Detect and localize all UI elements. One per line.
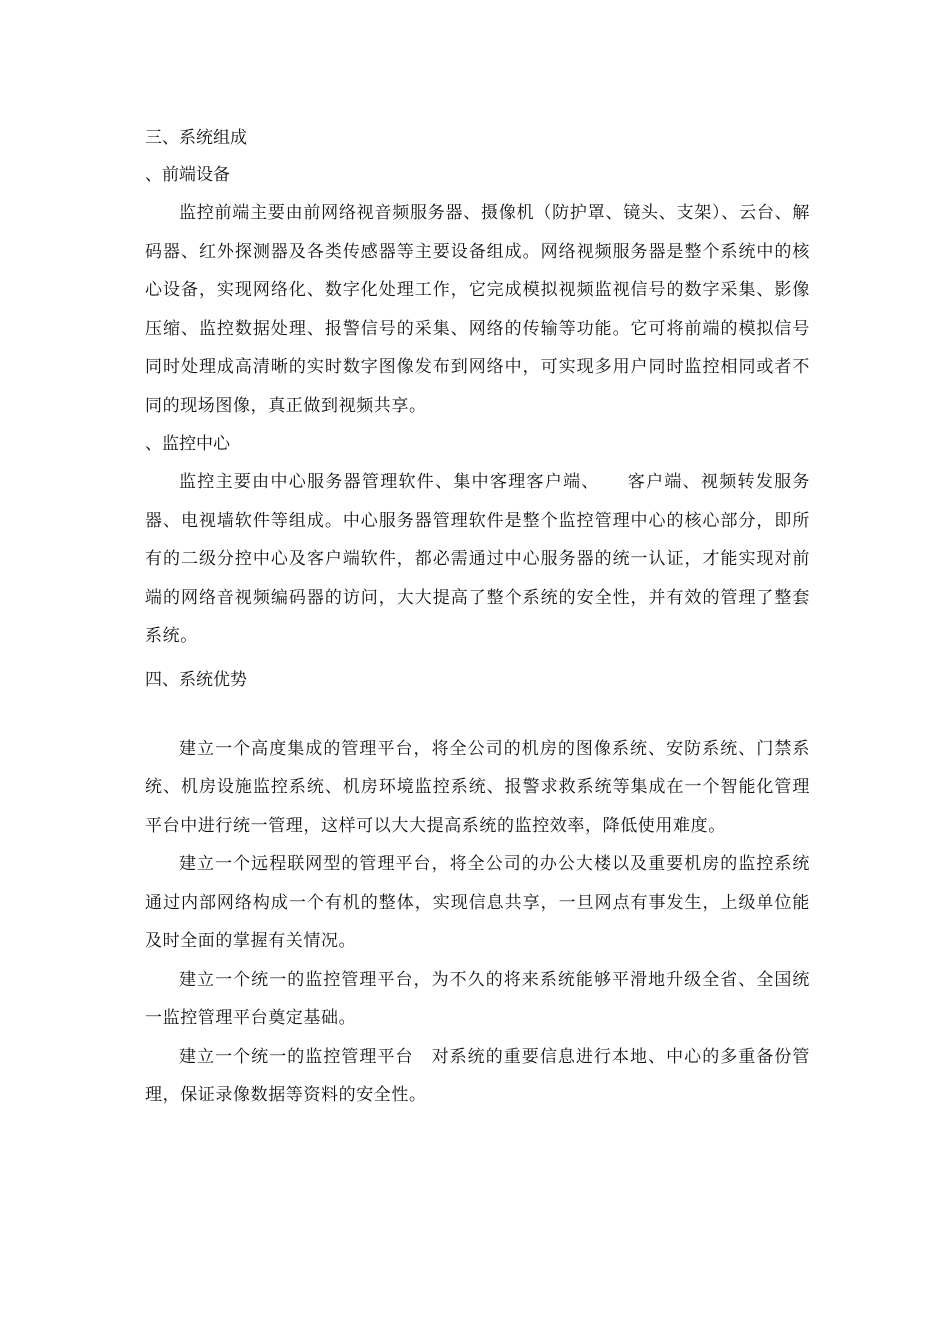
advantage-paragraph-1: 建立一个高度集成的管理平台，将全公司的机房的图像系统、安防系统、门禁系统、机房设施监控系统、机房环境监控系统、报警求救系统等集成在一个智能化管理平台中进行统一管理，这样可以大大提高系统的监控效率，降低使用难度。 xyxy=(145,738,810,836)
section-3-heading: 三、系统组成 xyxy=(145,128,247,148)
document-content xyxy=(145,120,810,1115)
subsection-frontend-heading: 、前端设备 xyxy=(145,165,230,185)
advantage-paragraph-3: 建立一个统一的监控管理平台，为不久的将来系统能够平滑地升级全省、全国统一监控管理平台奠定基础。 xyxy=(145,969,810,1028)
spacer xyxy=(145,698,810,730)
monitoring-center-paragraph: 监控主要由中心服务器管理软件、集中客理客户端、 客户端、视频转发服务器、电视墙软件等组成。中心服务器管理软件是整个监控管理中心的核心部分，即所有的二级分控中心及客户端软件，都必需通过中心服务器的统一认证，才能实现对前端的网络音视频编码器的访问，大大提高了整个系统的安全性，并有效的管理了整套系统。 xyxy=(145,472,810,646)
section-4-heading: 四、系统优势 xyxy=(145,669,247,690)
advantage-paragraph-2: 建立一个远程联网型的管理平台，将全公司的办公大楼以及重要机房的监控系统通过内部网络构成一个有机的整体，实现信息共享，一旦网点有事发生，上级单位能及时全面的掌握有关情况。 xyxy=(145,854,810,951)
frontend-paragraph: 监控前端主要由前网络视音频服务器、摄像机（防护罩、镜头、支架）、云台、解码器、红外探测器及各类传感器等主要设备组成。网络视频服务器是整个系统中的核心设备，实现网络化、数字化处理工作，它完成模拟视频监视信号的数字采集、影像压缩、监控数据处理、报警信号的采集、网络的传输等功能。它可将前端的模拟信号同时处理成高清晰的实时数字图像发布到网络中，可实现多用户同时监控相同或者不同的现场图像，真正做到视频共享。 xyxy=(145,203,810,416)
advantage-paragraph-4: 建立一个统一的监控管理平台 对系统的重要信息进行本地、中心的多重备份管理，保证录像数据等资料的安全性。 xyxy=(145,1046,810,1105)
subsection-monitoring-center-heading: 、监控中心 xyxy=(145,434,230,454)
